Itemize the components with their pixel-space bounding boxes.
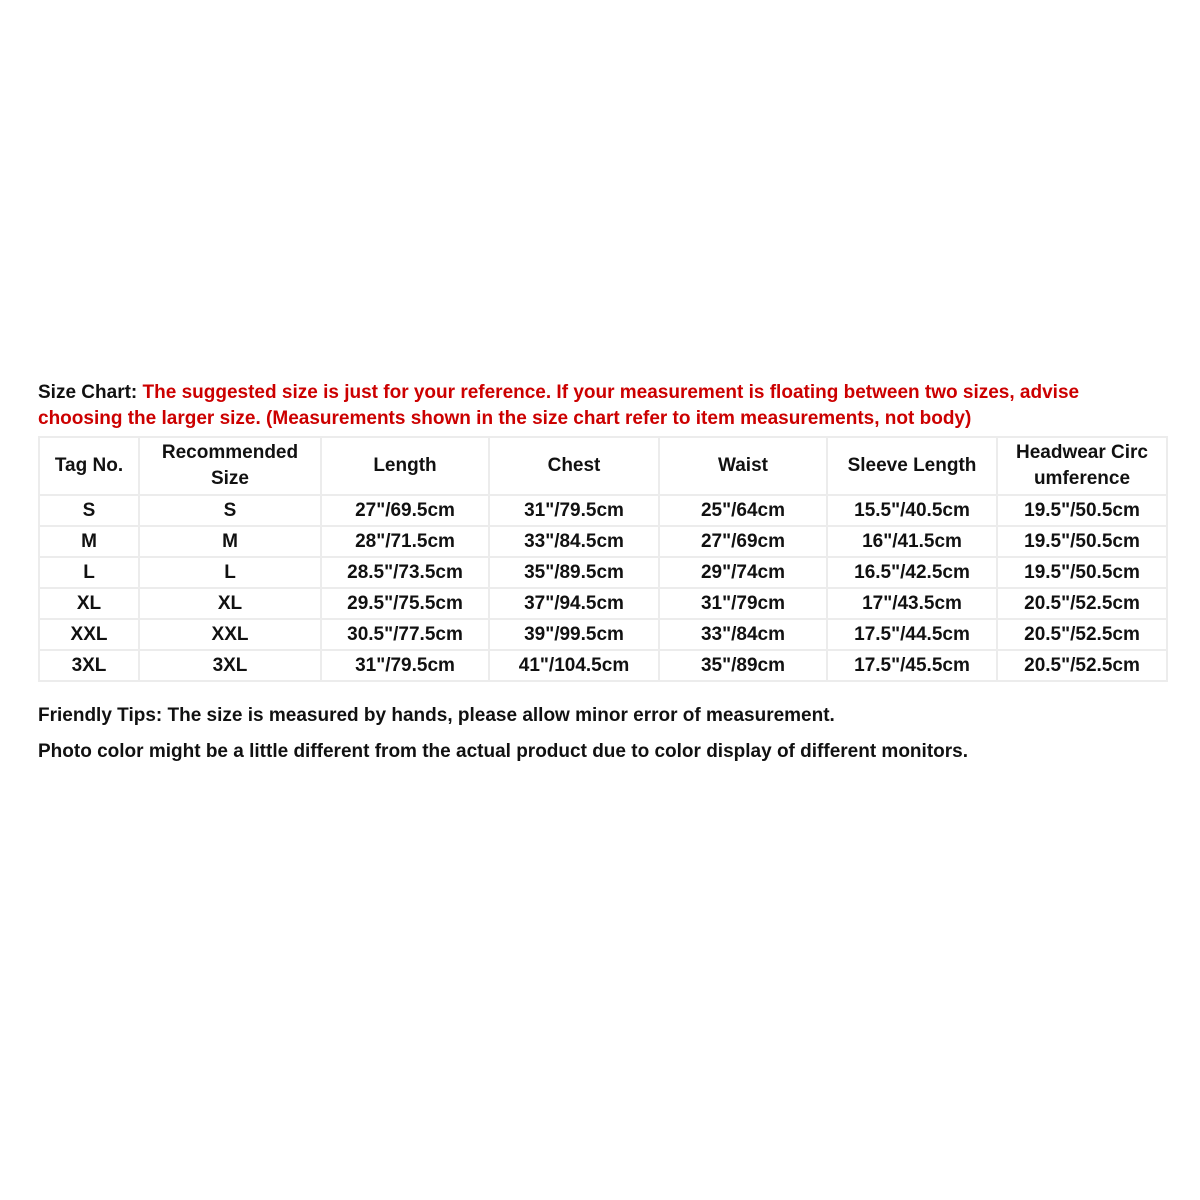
header-recommended-size: Recommended Size <box>139 437 321 495</box>
cell-waist: 35"/89cm <box>659 650 827 681</box>
cell-recommended-size: 3XL <box>139 650 321 681</box>
tips-section <box>38 698 1168 770</box>
header-tag-no: Tag No. <box>39 437 139 495</box>
cell-tag-no: XXL <box>39 619 139 650</box>
cell-sleeve-length: 16"/41.5cm <box>827 526 997 557</box>
table-row <box>39 526 1167 557</box>
size-chart-note: The suggested size is just for your reference. If your measurement is floating between two sizes, advise choosing the larger size. (Measurements shown in the size chart refer to item measurements, not body) <box>38 382 1080 429</box>
table-header-row <box>39 437 1167 495</box>
cell-chest: 41"/104.5cm <box>489 650 659 681</box>
cell-sleeve-length: 17"/43.5cm <box>827 588 997 619</box>
cell-recommended-size: XXL <box>139 619 321 650</box>
cell-sleeve-length: 17.5"/44.5cm <box>827 619 997 650</box>
cell-waist: 25"/64cm <box>659 495 827 526</box>
cell-headwear-circumference: 19.5"/50.5cm <box>997 557 1167 588</box>
cell-chest: 31"/79.5cm <box>489 495 659 526</box>
cell-chest: 37"/94.5cm <box>489 588 659 619</box>
cell-headwear-circumference: 20.5"/52.5cm <box>997 588 1167 619</box>
header-length: Length <box>321 437 489 495</box>
photo-color-note: Photo color might be a little different from the actual product due to color display of different monitors. <box>38 741 968 762</box>
size-chart-title: Size Chart: <box>38 382 143 403</box>
cell-sleeve-length: 16.5"/42.5cm <box>827 557 997 588</box>
table-row <box>39 495 1167 526</box>
cell-tag-no: 3XL <box>39 650 139 681</box>
size-table <box>38 436 1168 682</box>
cell-headwear-circumference: 19.5"/50.5cm <box>997 526 1167 557</box>
cell-headwear-circumference: 20.5"/52.5cm <box>997 650 1167 681</box>
table-row <box>39 588 1167 619</box>
cell-recommended-size: M <box>139 526 321 557</box>
cell-headwear-circumference: 19.5"/50.5cm <box>997 495 1167 526</box>
cell-chest: 33"/84.5cm <box>489 526 659 557</box>
cell-length: 28"/71.5cm <box>321 526 489 557</box>
cell-chest: 39"/99.5cm <box>489 619 659 650</box>
table-row <box>39 619 1167 650</box>
cell-tag-no: L <box>39 557 139 588</box>
cell-length: 28.5"/73.5cm <box>321 557 489 588</box>
cell-length: 27"/69.5cm <box>321 495 489 526</box>
cell-chest: 35"/89.5cm <box>489 557 659 588</box>
header-sleeve-length: Sleeve Length <box>827 437 997 495</box>
header-chest: Chest <box>489 437 659 495</box>
cell-tag-no: M <box>39 526 139 557</box>
cell-waist: 27"/69cm <box>659 526 827 557</box>
cell-headwear-circumference: 20.5"/52.5cm <box>997 619 1167 650</box>
cell-sleeve-length: 17.5"/45.5cm <box>827 650 997 681</box>
friendly-tips-text: Friendly Tips: The size is measured by hands, please allow minor error of measurement. <box>38 705 835 726</box>
size-chart-intro <box>38 380 1168 432</box>
cell-waist: 31"/79cm <box>659 588 827 619</box>
cell-length: 30.5"/77.5cm <box>321 619 489 650</box>
cell-recommended-size: XL <box>139 588 321 619</box>
cell-sleeve-length: 15.5"/40.5cm <box>827 495 997 526</box>
cell-length: 29.5"/75.5cm <box>321 588 489 619</box>
cell-recommended-size: L <box>139 557 321 588</box>
cell-tag-no: S <box>39 495 139 526</box>
cell-length: 31"/79.5cm <box>321 650 489 681</box>
cell-waist: 29"/74cm <box>659 557 827 588</box>
size-chart-section <box>38 380 1168 770</box>
table-row <box>39 557 1167 588</box>
table-row <box>39 650 1167 681</box>
cell-waist: 33"/84cm <box>659 619 827 650</box>
cell-tag-no: XL <box>39 588 139 619</box>
header-headwear-circumference: Headwear Circ umference <box>997 437 1167 495</box>
cell-recommended-size: S <box>139 495 321 526</box>
header-waist: Waist <box>659 437 827 495</box>
